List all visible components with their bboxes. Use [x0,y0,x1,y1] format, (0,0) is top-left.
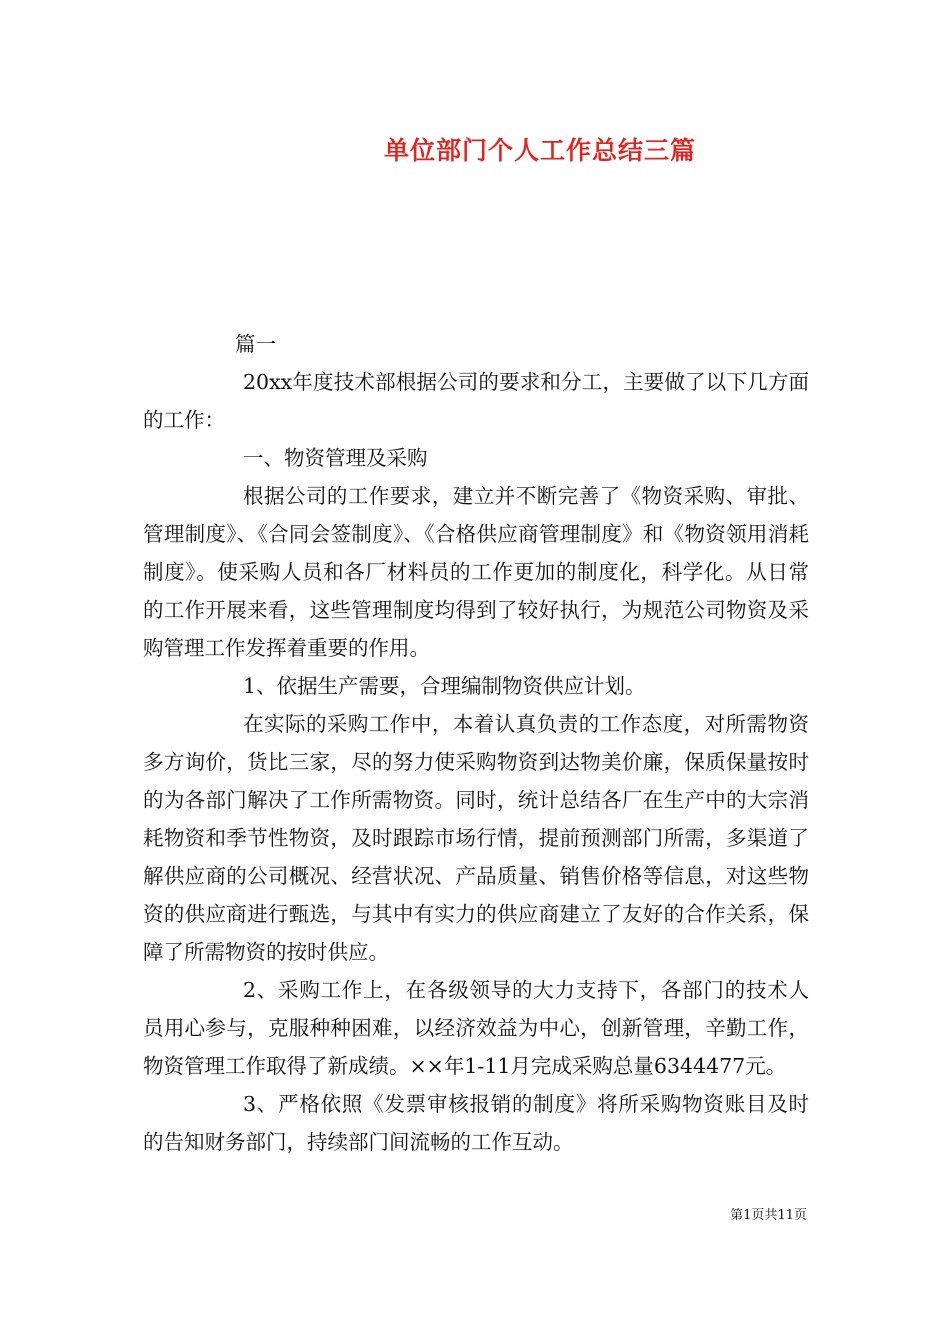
intro-paragraph: 20xx年度技术部根据公司的要求和分工，主要做了以下几方面的工作： [143,370,809,432]
paragraph-systems: 根据公司的工作要求，建立并不断完善了《物资采购、审批、管理制度》、《合同会签制度》、《合格供应商管理制度》和《物资领用消耗制度》。使采购人员和各厂材料员的工作更加的制度化，科学化。从日常的工作开展来看，这些管理制度均得到了较好执行，为规范公司物资及采购管理工作发挥着重要的作用。 [143,484,809,660]
footer-total-pages: 11 [777,1208,794,1223]
footer-suffix: 页 [793,1208,807,1223]
footer-prefix: 第 [730,1208,744,1223]
section-heading-materials: 一、物资管理及采购 [243,446,428,470]
footer-page-number: 1 [743,1208,752,1223]
footer-middle: 页共 [751,1208,778,1223]
document-body [143,325,809,1161]
section-label: 篇一 [235,332,276,356]
document-title: 单位部门个人工作总结三篇 [383,136,696,165]
paragraph-procurement-practice: 在实际的采购工作中，本着认真负责的工作态度，对所需物资多方询价，货比三家，尽的努力使采购物资到达物美价廉，保质保量按时的为各部门解决了工作所需物资。同时，统计总结各厂在生产中的大宗消耗物资和季节性物资，及时跟踪市场行情，提前预测部门所需，多渠道了解供应商的公司概况、经营状况、产品质量、销售价格等信息，对这些物资的供应商进行甄选，与其中有实力的供应商建立了友好的合作关系，保障了所需物资的按时供应。 [143,712,809,964]
paragraph-item-1: 1、依据生产需要，合理编制物资供应计划。 [243,674,646,698]
paragraph-item-2: 2、采购工作上，在各级领导的大力支持下，各部门的技术人员用心参与，克服种种困难，以经济效益为中心，创新管理，辛勤工作，物资管理工作取得了新成绩。××年1-11月完成采购总量6344477元。 [143,978,809,1078]
page-footer [730,1204,807,1223]
paragraph-item-3: 3、严格依照《发票审核报销的制度》将所采购物资账目及时的告知财务部门，持续部门间流畅的工作互动。 [143,1092,809,1154]
